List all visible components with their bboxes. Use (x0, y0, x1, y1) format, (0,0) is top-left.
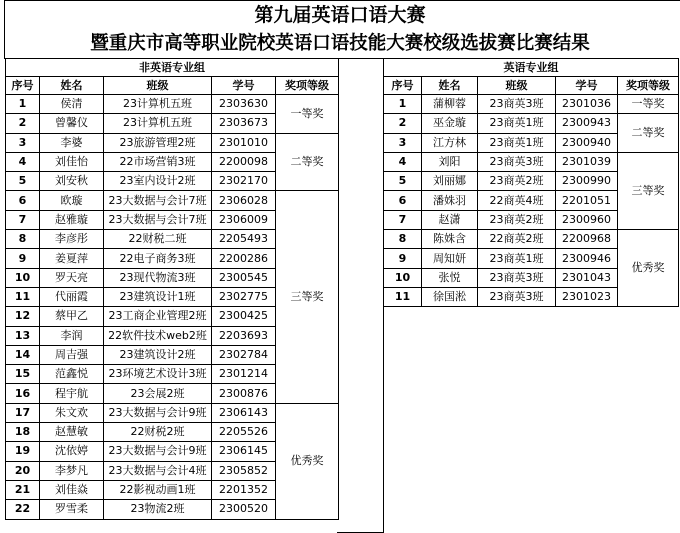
student-name: 李彦彤 (40, 230, 104, 249)
class-name: 23商英3班 (478, 95, 556, 114)
award-level: 三等奖 (618, 152, 679, 229)
student-name: 陈姝含 (422, 230, 478, 249)
row-index: 11 (384, 287, 422, 306)
student-id: 2300960 (556, 210, 618, 229)
group-title: 英语专业组 (384, 59, 679, 77)
row-index: 21 (6, 480, 40, 499)
student-id: 2201352 (212, 480, 276, 499)
class-name: 23现代物流3班 (104, 268, 212, 287)
student-id: 2301010 (212, 133, 276, 152)
row-index: 6 (6, 191, 40, 210)
student-id: 2200098 (212, 152, 276, 171)
header-name: 姓名 (422, 77, 478, 95)
student-name: 代丽霞 (40, 287, 104, 306)
header-name: 姓名 (40, 77, 104, 95)
row-index: 1 (384, 95, 422, 114)
student-name: 刘佳怡 (40, 152, 104, 171)
row-index: 3 (6, 133, 40, 152)
student-name: 蔡甲乙 (40, 307, 104, 326)
class-name: 23商英1班 (478, 249, 556, 268)
row-index: 5 (6, 172, 40, 191)
student-id: 2200286 (212, 249, 276, 268)
student-id: 2300425 (212, 307, 276, 326)
class-name: 23室内设计2班 (104, 172, 212, 191)
header-class: 班级 (478, 77, 556, 95)
student-id: 2306143 (212, 403, 276, 422)
class-name: 22财税二班 (104, 230, 212, 249)
student-id: 2305852 (212, 461, 276, 480)
row-index: 7 (6, 210, 40, 229)
student-id: 2300876 (212, 384, 276, 403)
student-name: 李梦凡 (40, 461, 104, 480)
class-name: 23计算机五班 (104, 95, 212, 114)
student-id: 2300943 (556, 114, 618, 133)
student-name: 赵慧敏 (40, 423, 104, 442)
student-id: 2301043 (556, 268, 618, 287)
row-index: 22 (6, 500, 40, 519)
student-id: 2301214 (212, 365, 276, 384)
row-index: 9 (6, 249, 40, 268)
student-id: 2302784 (212, 345, 276, 364)
class-name: 23大数据与会计9班 (104, 442, 212, 461)
student-name: 李婆 (40, 133, 104, 152)
award-level: 一等奖 (618, 95, 679, 114)
student-id: 2300545 (212, 268, 276, 287)
row-index: 6 (384, 191, 422, 210)
class-name: 23工商企业管理2班 (104, 307, 212, 326)
english-results-table (383, 58, 679, 307)
row-index: 15 (6, 365, 40, 384)
non-english-results-table (5, 58, 339, 520)
header-student-id: 学号 (212, 77, 276, 95)
award-level: 优秀奖 (276, 403, 339, 519)
student-name: 朱文欢 (40, 403, 104, 422)
row-index: 7 (384, 210, 422, 229)
award-level: 三等奖 (276, 191, 339, 403)
header-student-id: 学号 (556, 77, 618, 95)
table-row (384, 95, 679, 114)
row-index: 9 (384, 249, 422, 268)
table-row (6, 95, 339, 114)
class-name: 23大数据与会计9班 (104, 403, 212, 422)
class-name: 23大数据与会计7班 (104, 210, 212, 229)
header-award: 奖项等级 (618, 77, 679, 95)
student-name: 徐国淞 (422, 287, 478, 306)
class-name: 23大数据与会计7班 (104, 191, 212, 210)
student-id: 2300520 (212, 500, 276, 519)
student-name: 曾馨仪 (40, 114, 104, 133)
document-title: 第九届英语口语大赛 (254, 4, 426, 26)
student-name: 刘阳 (422, 152, 478, 171)
award-level: 优秀奖 (618, 230, 679, 307)
class-name: 23商英1班 (478, 114, 556, 133)
student-id: 2301036 (556, 95, 618, 114)
table-row (384, 152, 679, 171)
header-index: 序号 (6, 77, 40, 95)
table-row (6, 191, 339, 210)
row-index: 4 (384, 152, 422, 171)
table-row (6, 133, 339, 152)
award-level: 二等奖 (276, 133, 339, 191)
row-index: 2 (384, 114, 422, 133)
row-index: 8 (6, 230, 40, 249)
student-name: 罗天亮 (40, 268, 104, 287)
student-name: 刘佳焱 (40, 480, 104, 499)
class-name: 23环境艺术设计3班 (104, 365, 212, 384)
class-name: 23计算机五班 (104, 114, 212, 133)
student-name: 侯清 (40, 95, 104, 114)
student-name: 刘丽娜 (422, 172, 478, 191)
student-id: 2301023 (556, 287, 618, 306)
student-name: 沈依婷 (40, 442, 104, 461)
class-name: 23会展2班 (104, 384, 212, 403)
student-name: 欧璇 (40, 191, 104, 210)
document-subtitle: 暨重庆市高等职业院校英语口语技能大赛校级选拔赛比赛结果 (90, 33, 590, 54)
class-name: 23商英2班 (478, 172, 556, 191)
student-id: 2306009 (212, 210, 276, 229)
class-name: 23商英2班 (478, 210, 556, 229)
student-name: 程宇航 (40, 384, 104, 403)
student-name: 罗雪柔 (40, 500, 104, 519)
student-name: 张悦 (422, 268, 478, 287)
student-name: 潘姝羽 (422, 191, 478, 210)
student-id: 2306145 (212, 442, 276, 461)
row-index: 5 (384, 172, 422, 191)
class-name: 23商英1班 (478, 133, 556, 152)
row-index: 20 (6, 461, 40, 480)
student-name: 范鑫悦 (40, 365, 104, 384)
class-name: 23建筑设计2班 (104, 345, 212, 364)
student-name: 周吉强 (40, 345, 104, 364)
student-id: 2300940 (556, 133, 618, 152)
student-name: 刘安秋 (40, 172, 104, 191)
header-award: 奖项等级 (276, 77, 339, 95)
student-name: 赵潇 (422, 210, 478, 229)
student-name: 巫金璇 (422, 114, 478, 133)
class-name: 22商英4班 (478, 191, 556, 210)
class-name: 23旅游管理2班 (104, 133, 212, 152)
row-index: 1 (6, 95, 40, 114)
table-row (384, 230, 679, 249)
student-id: 2302775 (212, 287, 276, 306)
class-name: 22市场营销3班 (104, 152, 212, 171)
class-name: 22财税2班 (104, 423, 212, 442)
row-index: 11 (6, 287, 40, 306)
award-level: 一等奖 (276, 95, 339, 134)
student-id: 2302170 (212, 172, 276, 191)
student-id: 2205526 (212, 423, 276, 442)
student-id: 2301039 (556, 152, 618, 171)
row-index: 12 (6, 307, 40, 326)
table-row (6, 403, 339, 422)
student-name: 江方林 (422, 133, 478, 152)
class-name: 23商英3班 (478, 287, 556, 306)
class-name: 23物流2班 (104, 500, 212, 519)
student-id: 2300946 (556, 249, 618, 268)
row-index: 2 (6, 114, 40, 133)
student-id: 2303630 (212, 95, 276, 114)
header-index: 序号 (384, 77, 422, 95)
student-id: 2200968 (556, 230, 618, 249)
class-name: 23大数据与会计4班 (104, 461, 212, 480)
award-level: 二等奖 (618, 114, 679, 153)
student-name: 赵雅璇 (40, 210, 104, 229)
table-row (384, 114, 679, 133)
row-index: 3 (384, 133, 422, 152)
row-index: 10 (384, 268, 422, 287)
row-index: 18 (6, 423, 40, 442)
row-index: 17 (6, 403, 40, 422)
student-id: 2203693 (212, 326, 276, 345)
student-id: 2205493 (212, 230, 276, 249)
student-name: 周知妍 (422, 249, 478, 268)
row-index: 19 (6, 442, 40, 461)
class-name: 22电子商务3班 (104, 249, 212, 268)
student-id: 2201051 (556, 191, 618, 210)
student-name: 姜夏萍 (40, 249, 104, 268)
row-index: 10 (6, 268, 40, 287)
row-index: 8 (384, 230, 422, 249)
row-index: 14 (6, 345, 40, 364)
student-name: 蒲柳蓉 (422, 95, 478, 114)
class-name: 23建筑设计1班 (104, 287, 212, 306)
class-name: 22商英2班 (478, 230, 556, 249)
group-title: 非英语专业组 (6, 59, 339, 77)
class-name: 23商英3班 (478, 152, 556, 171)
student-id: 2303673 (212, 114, 276, 133)
class-name: 23商英3班 (478, 268, 556, 287)
middle-gap-frame (337, 58, 384, 533)
student-name: 李润 (40, 326, 104, 345)
class-name: 22软件技术web2班 (104, 326, 212, 345)
student-id: 2306028 (212, 191, 276, 210)
row-index: 13 (6, 326, 40, 345)
header-class: 班级 (104, 77, 212, 95)
student-id: 2300990 (556, 172, 618, 191)
class-name: 22影视动画1班 (104, 480, 212, 499)
row-index: 16 (6, 384, 40, 403)
row-index: 4 (6, 152, 40, 171)
